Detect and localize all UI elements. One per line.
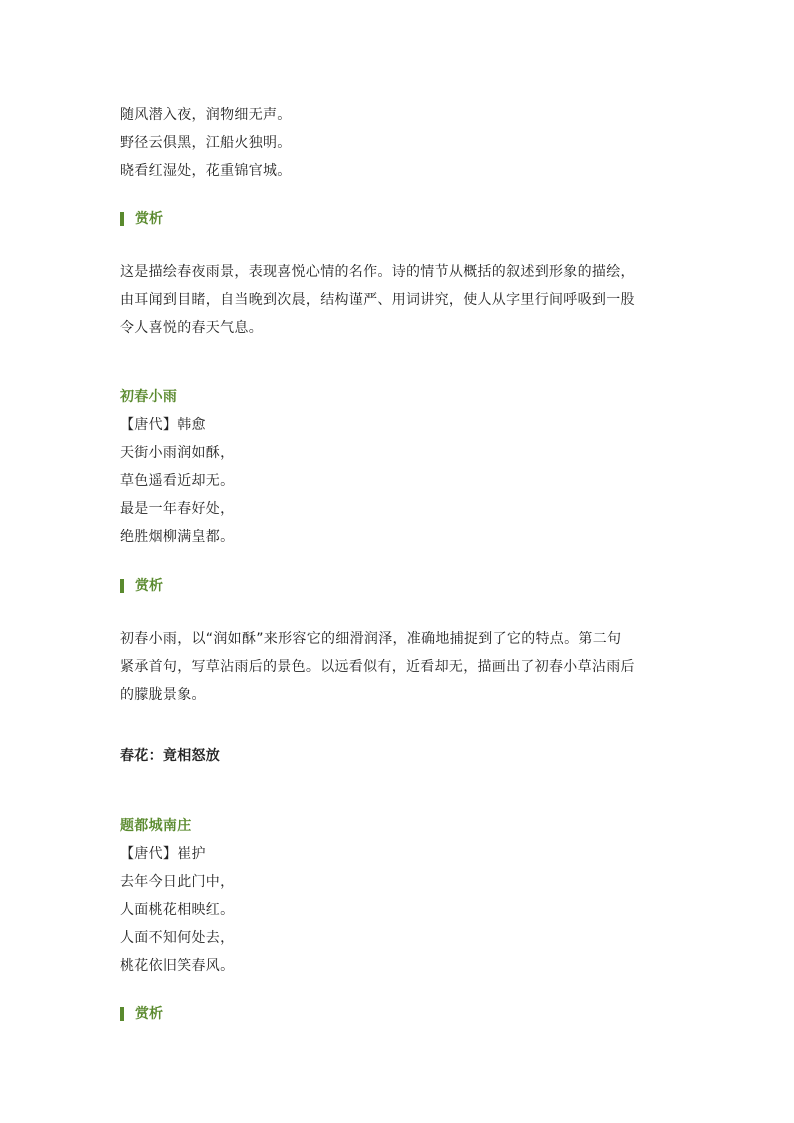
- label-bar-icon: [120, 212, 124, 226]
- analysis1-label: [120, 209, 163, 229]
- poem1-line-2: 野径云俱黑，江船火独明。: [120, 135, 292, 151]
- analysis2-line-1: 初春小雨，以“润如酥”来形容它的细滑润泽，准确地捕捉到了它的特点。第二句: [120, 631, 622, 647]
- poem3-line-3: 人面不知何处去，: [120, 930, 235, 946]
- poem2-line-2: 草色遥看近却无。: [120, 473, 235, 489]
- poem3-title: 题都城南庄: [120, 818, 192, 834]
- poem2-title: 初春小雨: [120, 389, 178, 405]
- analysis2-line-2: 紧承首句，写草沾雨后的景色。以远看似有，近看却无，描画出了初春小草沾雨后: [120, 659, 635, 675]
- analysis1-line-2: 由耳闻到目睹，自当晚到次晨，结构谨严、用词讲究，使人从字里行间呼吸到一股: [120, 292, 635, 308]
- poem2-line-3: 最是一年春好处，: [120, 501, 235, 517]
- analysis1-label-text: 赏析: [135, 211, 163, 227]
- poem2-line-4: 绝胜烟柳满皇都。: [120, 529, 235, 545]
- poem3-line-2: 人面桃花相映红。: [120, 902, 235, 918]
- poem1-line-1: 随风潜入夜，润物细无声。: [120, 107, 292, 123]
- poem1-line-3: 晓看红湿处，花重锦官城。: [120, 163, 292, 179]
- analysis2-label-text: 赏析: [135, 578, 163, 594]
- analysis2-label: [120, 576, 163, 596]
- analysis2-line-3: 的朦胧景象。: [120, 687, 206, 703]
- section-heading: 春花：竟相怒放: [120, 748, 221, 764]
- analysis3-label-text: 赏析: [135, 1006, 163, 1022]
- analysis1-line-3: 令人喜悦的春天气息。: [120, 320, 263, 336]
- label-bar-icon: [120, 579, 124, 593]
- poem3-line-4: 桃花依旧笑春风。: [120, 958, 235, 974]
- analysis1-line-1: 这是描绘春夜雨景，表现喜悦心情的名作。诗的情节从概括的叙述到形象的描绘，: [120, 264, 635, 280]
- poem2-author: 【唐代】韩愈: [120, 417, 206, 433]
- poem3-line-1: 去年今日此门中，: [120, 874, 235, 890]
- poem2-line-1: 天街小雨润如酥，: [120, 445, 235, 461]
- label-bar-icon: [120, 1007, 124, 1021]
- analysis3-label: [120, 1004, 163, 1024]
- poem3-author: 【唐代】崔护: [120, 846, 206, 862]
